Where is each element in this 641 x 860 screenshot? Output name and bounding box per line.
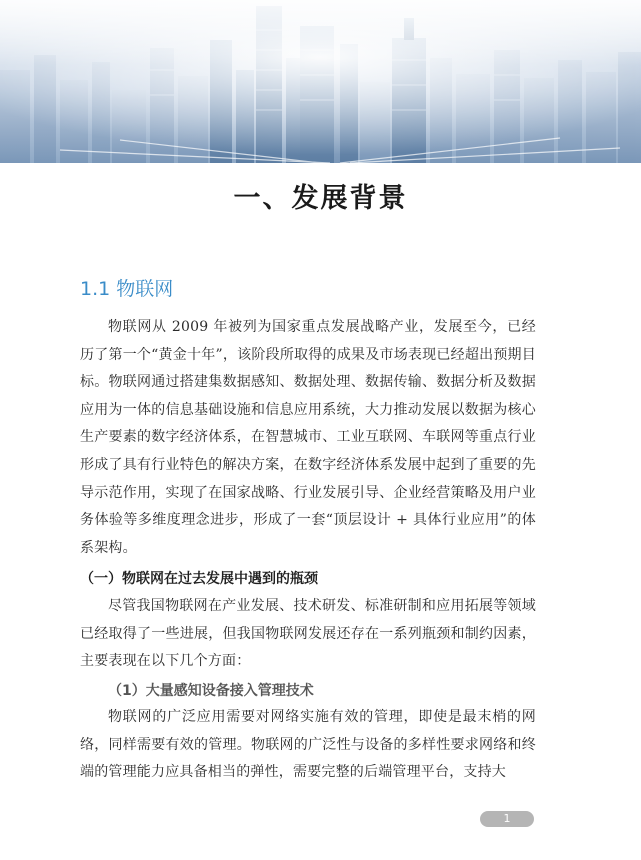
chapter-title: 一、发展背景 xyxy=(233,183,408,214)
page-number-badge: 1 xyxy=(480,811,534,827)
item-heading: （1）大量感知设备接入管理技术 xyxy=(108,683,314,699)
subsection-paragraph: 尽管我国物联网在产业发展、技术研发、标准研制和应用拓展等领域已经取得了一些进展，但我国物联网发展还存在一系列瓶颈和制约因素，主要表现在以下几个方面： xyxy=(80,598,536,670)
header-banner-image xyxy=(0,0,641,163)
item-paragraph: 物联网的广泛应用需要对网络实施有效的管理，即使是最末梢的网络，同样需要有效的管理。物联网的广泛性与设备的多样性要求网络和终端的管理能力应具备相当的弹性，需要完整的后端管理平台，支持大 xyxy=(80,709,536,781)
section-paragraph-1: 物联网从 2009 年被列为国家重点发展战略产业，发展至今，已经历了第一个“黄金十年”，该阶段所取得的成果及市场表现已经超出预期目标。物联网通过搭建集数据感知、数据处理、数据传输、数据分析及数据应用为一体的信息基础设施和信息应用系统，大力推动发展以数据为核心生产要素的数字经济体系，在智慧城市、工业互联网、车联网等重点行业形成了具有行业特色的解决方案，在数字经济体系发展中起到了重要的先导示范作用，实现了在国家战略、行业发展引导、企业经营策略及用户业务体验等多维度理念进步，形成了一套“顶层设计 + 具体行业应用”的体系架构。 xyxy=(80,319,536,556)
subsection-heading: （一）物联网在过去发展中遇到的瓶颈 xyxy=(80,571,318,587)
section-title: 1.1 物联网 xyxy=(80,278,174,300)
